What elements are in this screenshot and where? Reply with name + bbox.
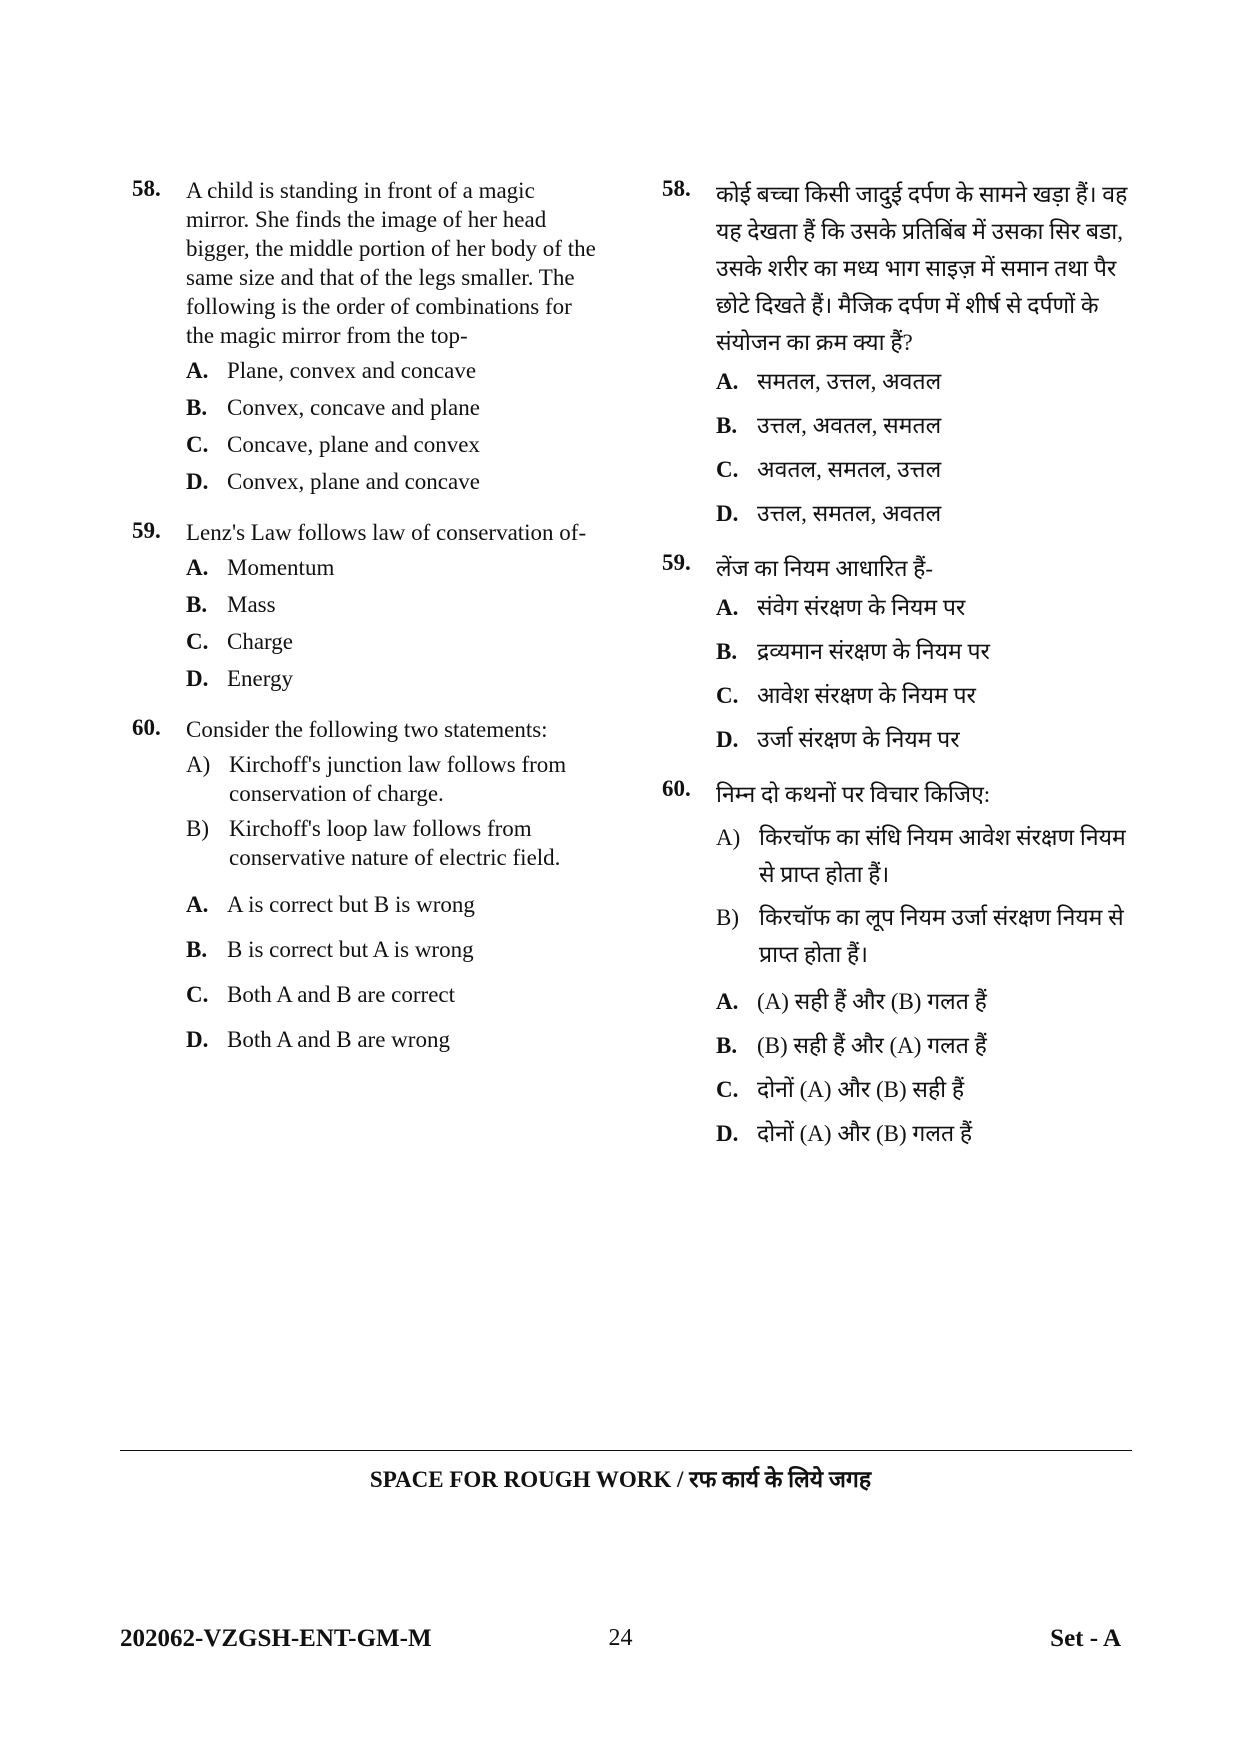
options-list	[716, 593, 1132, 754]
question-number: 58.	[662, 176, 691, 201]
question-text: कोई बच्चा किसी जादुई दर्पण के सामने खड़ा हैं। वह यह देखता हैं कि उसके प्रतिबिंब में उसका सिर बडा, उसके शरीर का मध्य भाग साइज़ में समान तथा पैर छोटे दिखते हैं। मैजिक दर्पण में शीर्ष से दर्पणों के संयोजन का क्रम क्या हैं?	[716, 182, 1128, 355]
question-60-hi	[662, 776, 1132, 1148]
option-c[interactable]: C. Charge	[186, 629, 294, 654]
options-list	[186, 890, 602, 1054]
statements-list	[186, 750, 602, 872]
option-b[interactable]: B. द्रव्यमान संरक्षण के नियम पर	[716, 639, 990, 664]
option-d[interactable]: D. उर्जा संरक्षण के नियम पर	[716, 727, 960, 752]
option-a[interactable]: A. संवेग संरक्षण के नियम पर	[716, 595, 966, 620]
option-d[interactable]: D. Both A and B are wrong	[186, 1027, 450, 1052]
option-c[interactable]: C. Both A and B are correct	[186, 982, 456, 1007]
option-d[interactable]: D. Energy	[186, 666, 294, 691]
rough-work-label: SPACE FOR ROUGH WORK / रफ कार्य के लिये जगह	[369, 1467, 872, 1492]
option-a[interactable]: A. Plane, convex and concave	[186, 358, 477, 383]
option-c[interactable]: C. अवतल, समतल, उत्तल	[716, 457, 942, 482]
options-list	[186, 553, 602, 693]
english-column	[132, 176, 602, 1076]
question-number: 58.	[132, 176, 161, 201]
question-58-en	[132, 176, 602, 496]
option-b[interactable]: B. उत्तल, अवतल, समतल	[716, 413, 942, 438]
option-c[interactable]: C. आवेश संरक्षण के नियम पर	[716, 683, 976, 708]
option-b[interactable]: B. (B) सही हैं और (A) गलत हैं	[716, 1033, 987, 1058]
question-text: निम्न दो कथनों पर विचार किजिए:	[716, 782, 991, 807]
option-d[interactable]: D. Convex, plane and concave	[186, 469, 480, 494]
question-number: 59.	[132, 518, 161, 543]
option-c[interactable]: C. Concave, plane and convex	[186, 432, 480, 457]
question-58-hi	[662, 176, 1132, 528]
page-number: 24	[608, 1625, 633, 1651]
statement-a: A) किरचॉफ का संधि नियम आवेश संरक्षण नियम से प्राप्त होता हैं।	[716, 825, 1126, 887]
set-label: Set - A	[1050, 1625, 1121, 1652]
question-60-en	[132, 715, 602, 1054]
option-c[interactable]: C. दोनों (A) और (B) सही हैं	[716, 1077, 965, 1102]
options-list	[716, 987, 1132, 1148]
statement-b: B) किरचॉफ का लूप नियम उर्जा संरक्षण नियम से प्राप्त होता हैं।	[716, 905, 1124, 967]
question-59-en	[132, 518, 602, 693]
question-59-hi	[662, 550, 1132, 754]
statement-a: A) Kirchoff's junction law follows from conservation of charge.	[186, 752, 567, 806]
question-text: A child is standing in front of a magic mirror. She finds the image of her head bigger, the middle portion of her body of the same size and that of the legs smaller. The following is the order of combinations for the magic mirror from the top-	[186, 178, 596, 348]
paper-code: 202062-VZGSH-ENT-GM-M	[120, 1625, 432, 1652]
options-list	[716, 367, 1132, 528]
question-text: Consider the following two statements:	[186, 717, 548, 742]
rough-work-divider	[120, 1450, 1132, 1451]
option-b[interactable]: B. B is correct but A is wrong	[186, 937, 474, 962]
option-d[interactable]: D. दोनों (A) और (B) गलत हैं	[716, 1121, 973, 1146]
option-a[interactable]: A. समतल, उत्तल, अवतल	[716, 369, 942, 394]
question-text: Lenz's Law follows law of conservation of-	[186, 520, 587, 545]
option-b[interactable]: B. Convex, concave and plane	[186, 395, 480, 420]
question-number: 60.	[132, 715, 161, 740]
hindi-column	[662, 176, 1132, 1170]
option-a[interactable]: A. (A) सही हैं और (B) गलत हैं	[716, 989, 987, 1014]
option-a[interactable]: A. A is correct but B is wrong	[186, 892, 475, 917]
option-b[interactable]: B. Mass	[186, 592, 276, 617]
question-text: लेंज का नियम आधारित हैं-	[716, 556, 934, 581]
question-number: 60.	[662, 776, 691, 801]
option-d[interactable]: D. उत्तल, समतल, अवतल	[716, 501, 942, 526]
option-a[interactable]: A. Momentum	[186, 555, 335, 580]
statements-list	[716, 819, 1132, 973]
statement-b: B) Kirchoff's loop law follows from conservative nature of electric field.	[186, 816, 561, 870]
options-list	[186, 356, 602, 496]
question-number: 59.	[662, 550, 691, 575]
